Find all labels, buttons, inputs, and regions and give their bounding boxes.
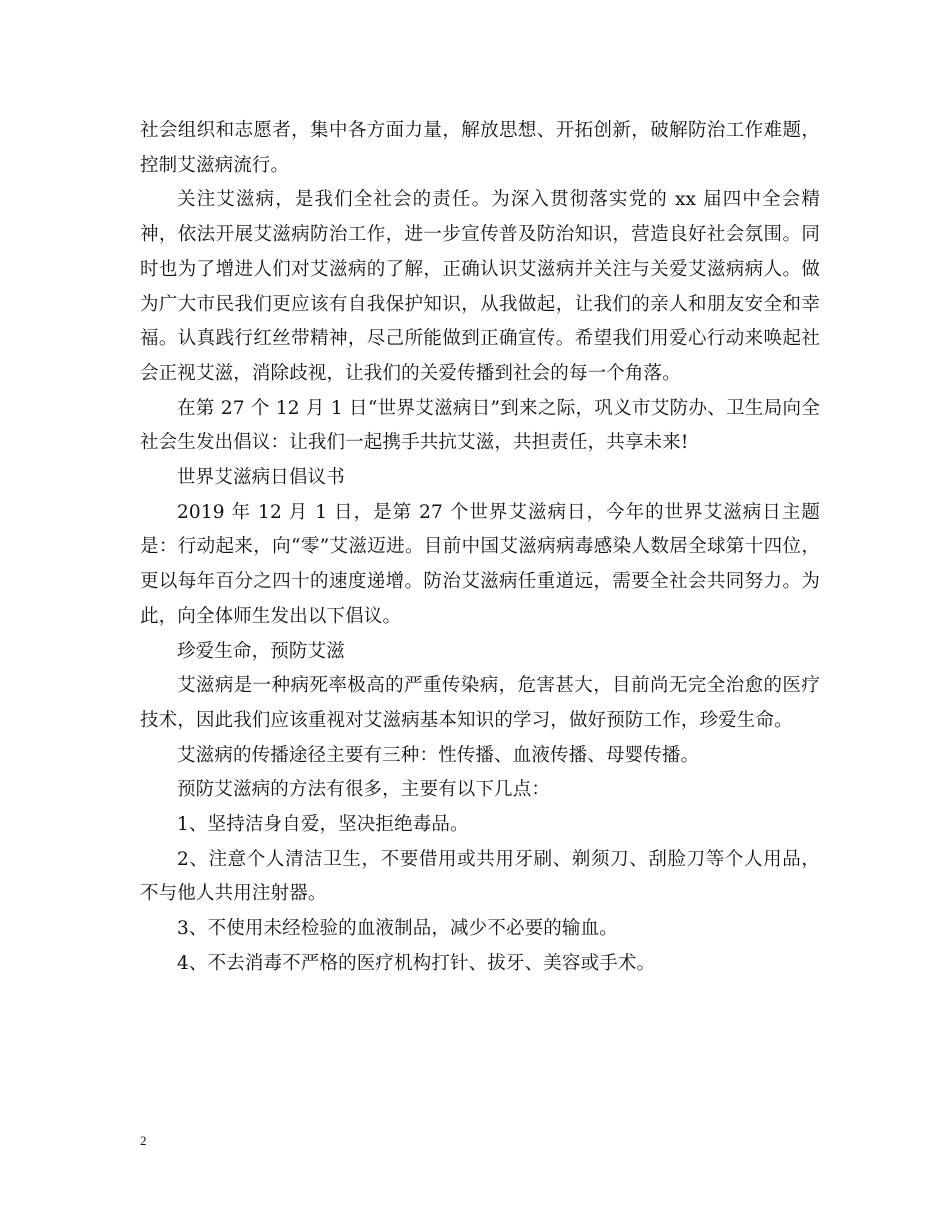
paragraph-prevention-intro: 预防艾滋病的方法有很多，主要有以下几点： — [177, 779, 551, 801]
paragraph-continuation: 社会组织和志愿者，集中各方面力量，解放思想、开拓创新，破解防治工作难题，控制艾滋病流行。 — [140, 120, 820, 176]
paragraph-initiative-call: 在第 27 个 12 月 1 日“世界艾滋病日”到来之际，巩义市艾防办、卫生局向全社会生发出倡议：让我们一起携手共抗艾滋，共担责任，共享未来! — [140, 397, 820, 454]
list-item-prevention-3: 3、不使用未经检验的血液制品，减少不必要的输血。 — [177, 918, 618, 940]
list-item-prevention-1: 1、坚持洁身自爱，坚决拒绝毒品。 — [177, 814, 469, 836]
section-heading-cherish-life: 珍爱生命，预防艾滋 — [177, 640, 345, 662]
paragraph-transmission-routes: 艾滋病的传播途径主要有三种：性传播、血液传播、母婴传播。 — [177, 744, 700, 766]
page-number: 2 — [140, 1133, 147, 1148]
document-body — [140, 114, 820, 982]
list-item-prevention-4: 4、不去消毒不严格的医疗机构打针、拔牙、美容或手术。 — [177, 952, 656, 974]
section-heading-proposal: 世界艾滋病日倡议书 — [177, 467, 345, 489]
list-item-prevention-2: 2、注意个人清洁卫生，不要借用或共用牙刷、剃须刀、刮脸刀等个人用品，不与他人共用注射器。 — [140, 848, 820, 905]
paragraph-world-aids-day: 2019 年 12 月 1 日，是第 27 个世界艾滋病日，今年的世界艾滋病日主题是：行动起来，向“零”艾滋迈进。目前中国艾滋病病毒感染人数居全球第十四位，更以每年百分之四十的速度递增。防治艾滋病任重道远，需要全社会共同努力。为此，向全体师生发出以下倡议。 — [140, 501, 820, 627]
paragraph-responsibility: 关注艾滋病，是我们全社会的责任。为深入贯彻落实党的 xx 届四中全会精神，依法开展艾滋病防治工作，进一步宣传普及防治知识，营造良好社会氛围。同时也为了增进人们对艾滋病的了解，正确认识艾滋病并关注与关爱艾滋病病人。做为广大市民我们更应该有自我保护知识，从我做起，让我们的亲人和朋友安全和幸福。认真践行红丝带精神，尽己所能做到正确宣传。希望我们用爱心行动来唤起社会正视艾滋，消除歧视，让我们的关爱传播到社会的每一个角落。 — [140, 189, 820, 384]
paragraph-disease-description: 艾滋病是一种病死率极高的严重传染病，危害甚大，目前尚无完全治愈的医疗技术，因此我们应该重视对艾滋病基本知识的学习，做好预防工作，珍爱生命。 — [140, 675, 820, 731]
